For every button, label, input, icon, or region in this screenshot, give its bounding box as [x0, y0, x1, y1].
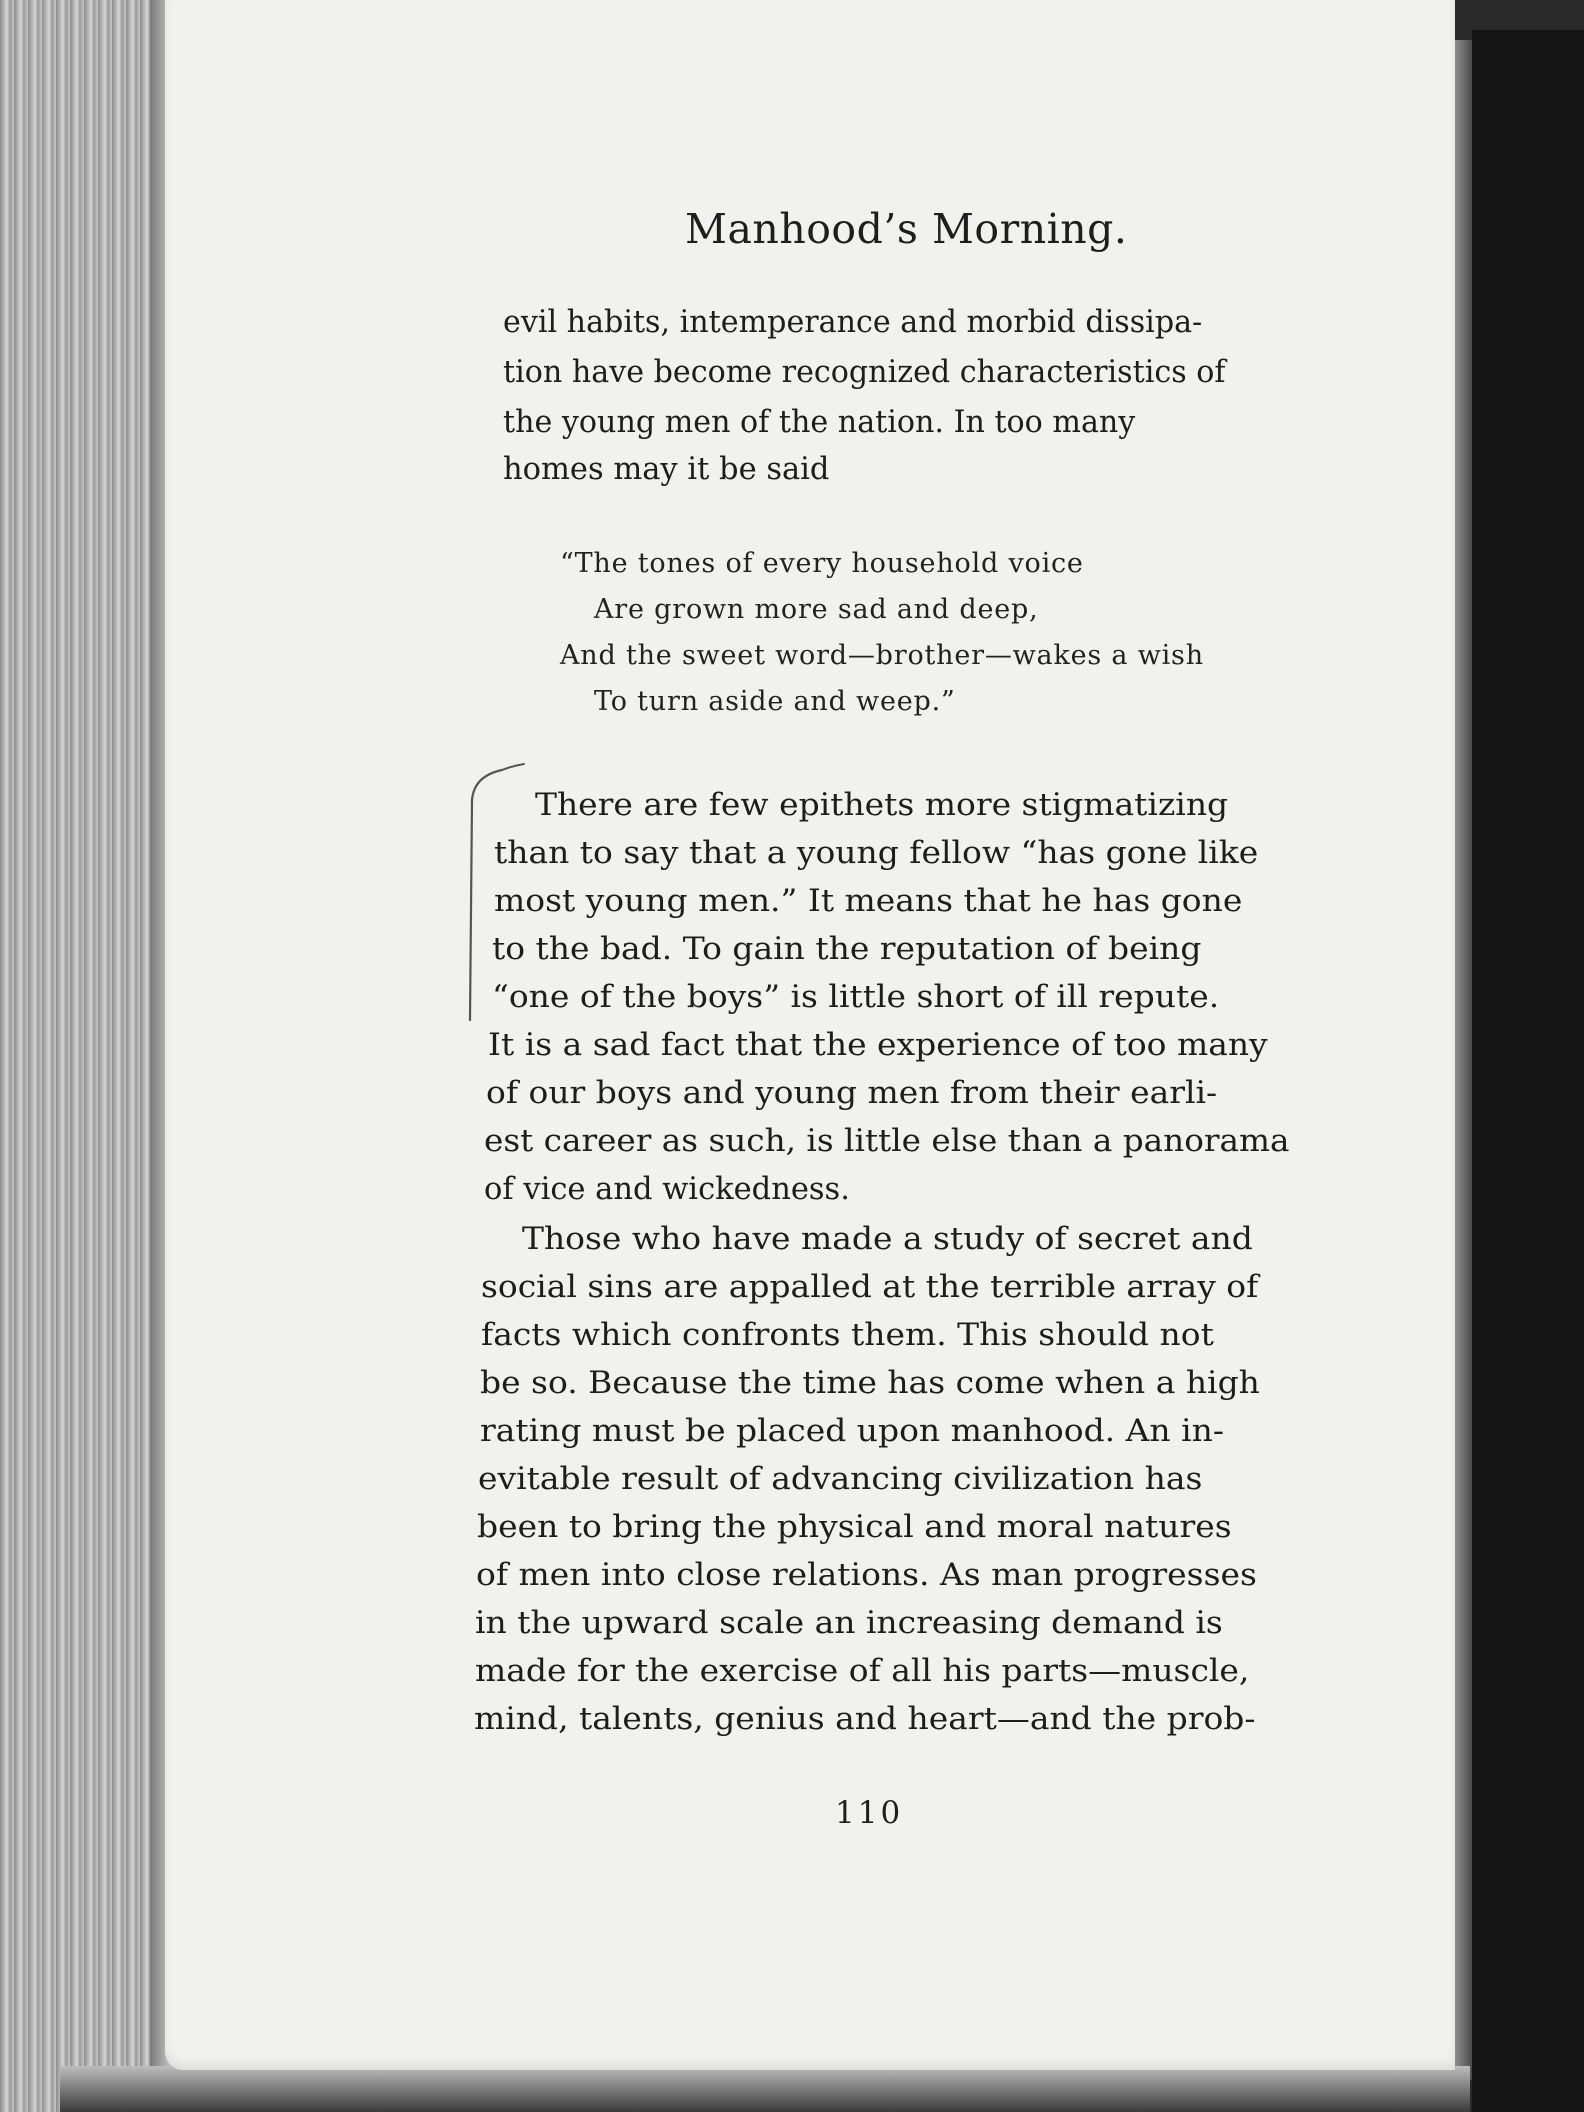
paragraph-2-line: to the bad. To gain the reputation of being	[492, 932, 1202, 967]
paragraph-1-line: the young men of the nation. In too many	[503, 405, 1136, 440]
paragraph-3-line: rating must be placed upon manhood. An in-	[480, 1414, 1224, 1449]
paragraph-1-line: homes may it be said	[503, 452, 830, 487]
verse-line: Are grown more sad and deep,	[594, 594, 1039, 625]
paragraph-3-line: be so. Because the time has come when a high	[480, 1366, 1260, 1401]
paragraph-3-line: evitable result of advancing civilization has	[478, 1462, 1203, 1497]
paragraph-3-line: mind, talents, genius and heart—and the prob-	[474, 1702, 1256, 1737]
paragraph-2-line: “one of the boys” is little short of ill repute.	[492, 980, 1220, 1015]
paragraph-2-line: of vice and wickedness.	[484, 1172, 850, 1207]
running-head: Manhood’s Morning.	[685, 205, 1128, 253]
paragraph-3-line: been to bring the physical and moral natures	[477, 1510, 1232, 1545]
paragraph-2-line: most young men.” It means that he has gone	[494, 884, 1243, 919]
verse-line: And the sweet word—brother—wakes a wish	[560, 640, 1204, 671]
verse-line: To turn aside and weep.”	[594, 686, 956, 717]
binding-gutter	[1452, 40, 1472, 2080]
paragraph-3-line: facts which confronts them. This should not	[481, 1318, 1214, 1353]
bottom-page-edge	[60, 2066, 1470, 2112]
verse-line: “The tones of every household voice	[560, 548, 1084, 579]
paragraph-2-line: It is a sad fact that the experience of too many	[488, 1028, 1268, 1063]
paragraph-3-line: in the upward scale an increasing demand is	[475, 1606, 1223, 1641]
paragraph-1-line: tion have become recognized characteristics of	[503, 355, 1226, 390]
paragraph-3-line: of men into close relations. As man progresses	[476, 1558, 1257, 1593]
paragraph-2-line: There are few epithets more stigmatizing	[535, 788, 1229, 823]
paragraph-3-line: made for the exercise of all his parts—muscle,	[475, 1654, 1250, 1689]
paragraph-2-line: than to say that a young fellow “has gone like	[494, 836, 1259, 871]
page-number: 110	[835, 1795, 904, 1831]
page-edges	[0, 0, 175, 2112]
paragraph-3-line: Those who have made a study of secret and	[522, 1222, 1253, 1257]
paragraph-3-line: social sins are appalled at the terrible array of	[481, 1270, 1259, 1305]
paragraph-1-line: evil habits, intemperance and morbid dissipa-	[503, 305, 1203, 340]
paragraph-2-line: est career as such, is little else than a panorama	[484, 1124, 1290, 1159]
paragraph-2-line: of our boys and young men from their earli-	[486, 1076, 1218, 1111]
back-cover	[1472, 30, 1584, 2112]
